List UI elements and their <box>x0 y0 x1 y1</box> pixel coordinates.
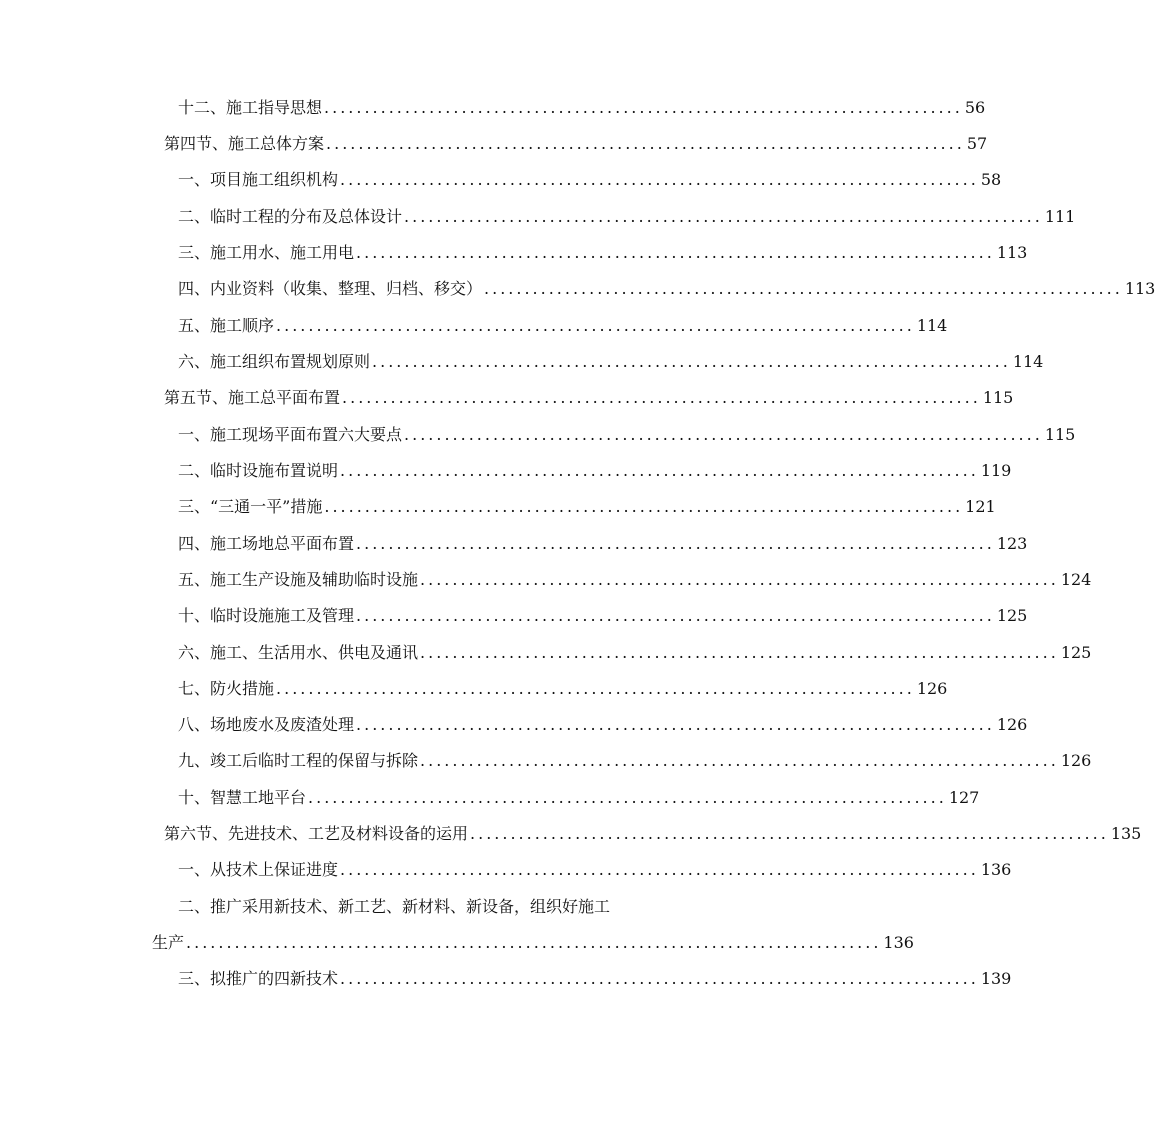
toc-entry-title: 三、“三通一平”措施 <box>178 497 323 516</box>
toc-entry-continuation[interactable] <box>152 931 914 955</box>
toc-page-number: 115 <box>1044 425 1076 444</box>
toc-entry[interactable] <box>178 350 1044 374</box>
toc-page-number: 125 <box>996 606 1028 625</box>
toc-entry-title: 生产 <box>152 933 185 952</box>
toc-entry-title: 三、拟推广的四新技术 <box>178 969 339 988</box>
toc-dot-leader: ............................................................................... <box>326 134 965 153</box>
toc-dot-leader: ............................................................................... <box>420 643 1059 662</box>
toc-dot-leader: ............................................................................... <box>420 570 1059 589</box>
toc-entry-title: 五、施工顺序 <box>178 316 275 335</box>
toc-page-number: 119 <box>980 461 1012 480</box>
toc-section-entry[interactable] <box>164 386 1014 410</box>
toc-page-number: 126 <box>996 715 1028 734</box>
toc-entry-title: 一、从技术上保证进度 <box>178 860 339 879</box>
toc-entry[interactable] <box>178 641 1092 665</box>
toc-page-number: 136 <box>883 933 914 952</box>
toc-dot-leader: ............................................................................... <box>308 788 947 807</box>
toc-dot-leader: ............................................................................... <box>404 207 1043 226</box>
toc-page-number: 126 <box>1060 751 1092 770</box>
toc-dot-leader: ............................................................................... <box>372 352 1011 371</box>
toc-entry[interactable] <box>178 858 1012 882</box>
toc-entry[interactable] <box>178 568 1092 592</box>
toc-entry-title: 九、竣工后临时工程的保留与拆除 <box>178 751 419 770</box>
toc-dot-leader: ............................................................................... <box>340 461 979 480</box>
toc-entry[interactable] <box>178 241 1028 265</box>
toc-entry[interactable] <box>178 604 1028 628</box>
toc-entry-title: 八、场地废水及废渣处理 <box>178 715 355 734</box>
toc-entry-title: 一、项目施工组织机构 <box>178 170 339 189</box>
toc-entry-title: 四、内业资料（收集、整理、归档、移交） <box>178 279 483 298</box>
toc-entry[interactable] <box>178 314 948 338</box>
toc-dot-leader: ............................................................................... <box>356 243 995 262</box>
toc-entry-title: 二、推广采用新技术、新工艺、新材料、新设备，组织好施工 <box>178 897 611 916</box>
toc-entry[interactable] <box>178 168 1002 192</box>
toc-section-entry[interactable] <box>164 822 1142 846</box>
toc-page-number: 58 <box>980 170 1002 189</box>
toc-page-number: 139 <box>980 969 1012 988</box>
toc-page-number: 111 <box>1044 207 1076 226</box>
toc-dot-leader: ............................................................................... <box>420 751 1059 770</box>
toc-entry-title: 六、施工组织布置规划原则 <box>178 352 371 371</box>
toc-entry[interactable] <box>178 205 1076 229</box>
toc-entry-title: 六、施工、生活用水、供电及通讯 <box>178 643 419 662</box>
toc-page-number: 126 <box>916 679 948 698</box>
toc-entry[interactable] <box>178 713 1028 737</box>
toc-dot-leader: ............................................................................... <box>484 279 1123 298</box>
toc-entry-title: 第六节、先进技术、工艺及材料设备的运用 <box>164 824 469 843</box>
toc-entry[interactable] <box>178 677 948 701</box>
toc-entry-title: 二、临时工程的分布及总体设计 <box>178 207 403 226</box>
toc-dot-leader: ............................................................................... <box>340 170 979 189</box>
toc-entry[interactable] <box>178 786 980 810</box>
toc-entry-title: 四、施工场地总平面布置 <box>178 534 355 553</box>
toc-dot-leader: ............................................................................... <box>356 715 995 734</box>
toc-dot-leader: ............................................................................... <box>342 388 981 407</box>
toc-dot-leader: ............................................................................... <box>356 534 995 553</box>
toc-page-number: 124 <box>1060 570 1092 589</box>
toc-page-number: 114 <box>916 316 948 335</box>
toc-page-number: 125 <box>1060 643 1092 662</box>
toc-page-number: 56 <box>964 98 986 117</box>
toc-entry-title: 一、施工现场平面布置六大要点 <box>178 425 403 444</box>
toc-dot-leader: ...................................................................................... <box>186 933 882 952</box>
toc-entry[interactable] <box>178 277 1155 301</box>
toc-dot-leader: ............................................................................... <box>404 425 1043 444</box>
toc-entry-title: 三、施工用水、施工用电 <box>178 243 355 262</box>
toc-dot-leader: ............................................................................... <box>356 606 995 625</box>
toc-page-number: 113 <box>1124 279 1155 298</box>
toc-dot-leader: ............................................................................... <box>324 98 963 117</box>
toc-entry-title: 十二、施工指导思想 <box>178 98 323 117</box>
toc-entry-title: 七、防火措施 <box>178 679 275 698</box>
toc-dot-leader: ............................................................................... <box>276 316 915 335</box>
toc-entry-title: 十、临时设施施工及管理 <box>178 606 355 625</box>
toc-dot-leader: ............................................................................... <box>340 860 979 879</box>
toc-page-number: 57 <box>966 134 988 153</box>
toc-page-number: 113 <box>996 243 1028 262</box>
toc-entry[interactable] <box>178 495 996 519</box>
toc-dot-leader: ............................................................................... <box>324 497 964 516</box>
toc-dot-leader: ............................................................................... <box>276 679 915 698</box>
toc-entry[interactable] <box>178 423 1076 447</box>
toc-page-number: 114 <box>1012 352 1044 371</box>
toc-entry[interactable] <box>178 459 1012 483</box>
toc-page-number: 135 <box>1110 824 1142 843</box>
toc-entry[interactable] <box>178 895 674 919</box>
toc-entry[interactable] <box>178 96 986 120</box>
toc-entry[interactable] <box>178 532 1028 556</box>
toc-page-number: 115 <box>982 388 1014 407</box>
toc-entry-title: 第四节、施工总体方案 <box>164 134 325 153</box>
toc-page-number: 121 <box>965 497 996 516</box>
toc-entry-title: 二、临时设施布置说明 <box>178 461 339 480</box>
toc-entry-title: 五、施工生产设施及辅助临时设施 <box>178 570 419 589</box>
toc-page-number: 123 <box>996 534 1028 553</box>
toc-dot-leader: ............................................................................... <box>470 824 1109 843</box>
toc-entry[interactable] <box>178 967 1012 991</box>
toc-entry-title: 第五节、施工总平面布置 <box>164 388 341 407</box>
toc-dot-leader: ............................................................................... <box>340 969 979 988</box>
toc-entry[interactable] <box>178 749 1092 773</box>
toc-page-number: 136 <box>980 860 1012 879</box>
toc-page-number: 127 <box>948 788 980 807</box>
toc-section-entry[interactable] <box>164 132 988 156</box>
toc-entry-title: 十、智慧工地平台 <box>178 788 307 807</box>
